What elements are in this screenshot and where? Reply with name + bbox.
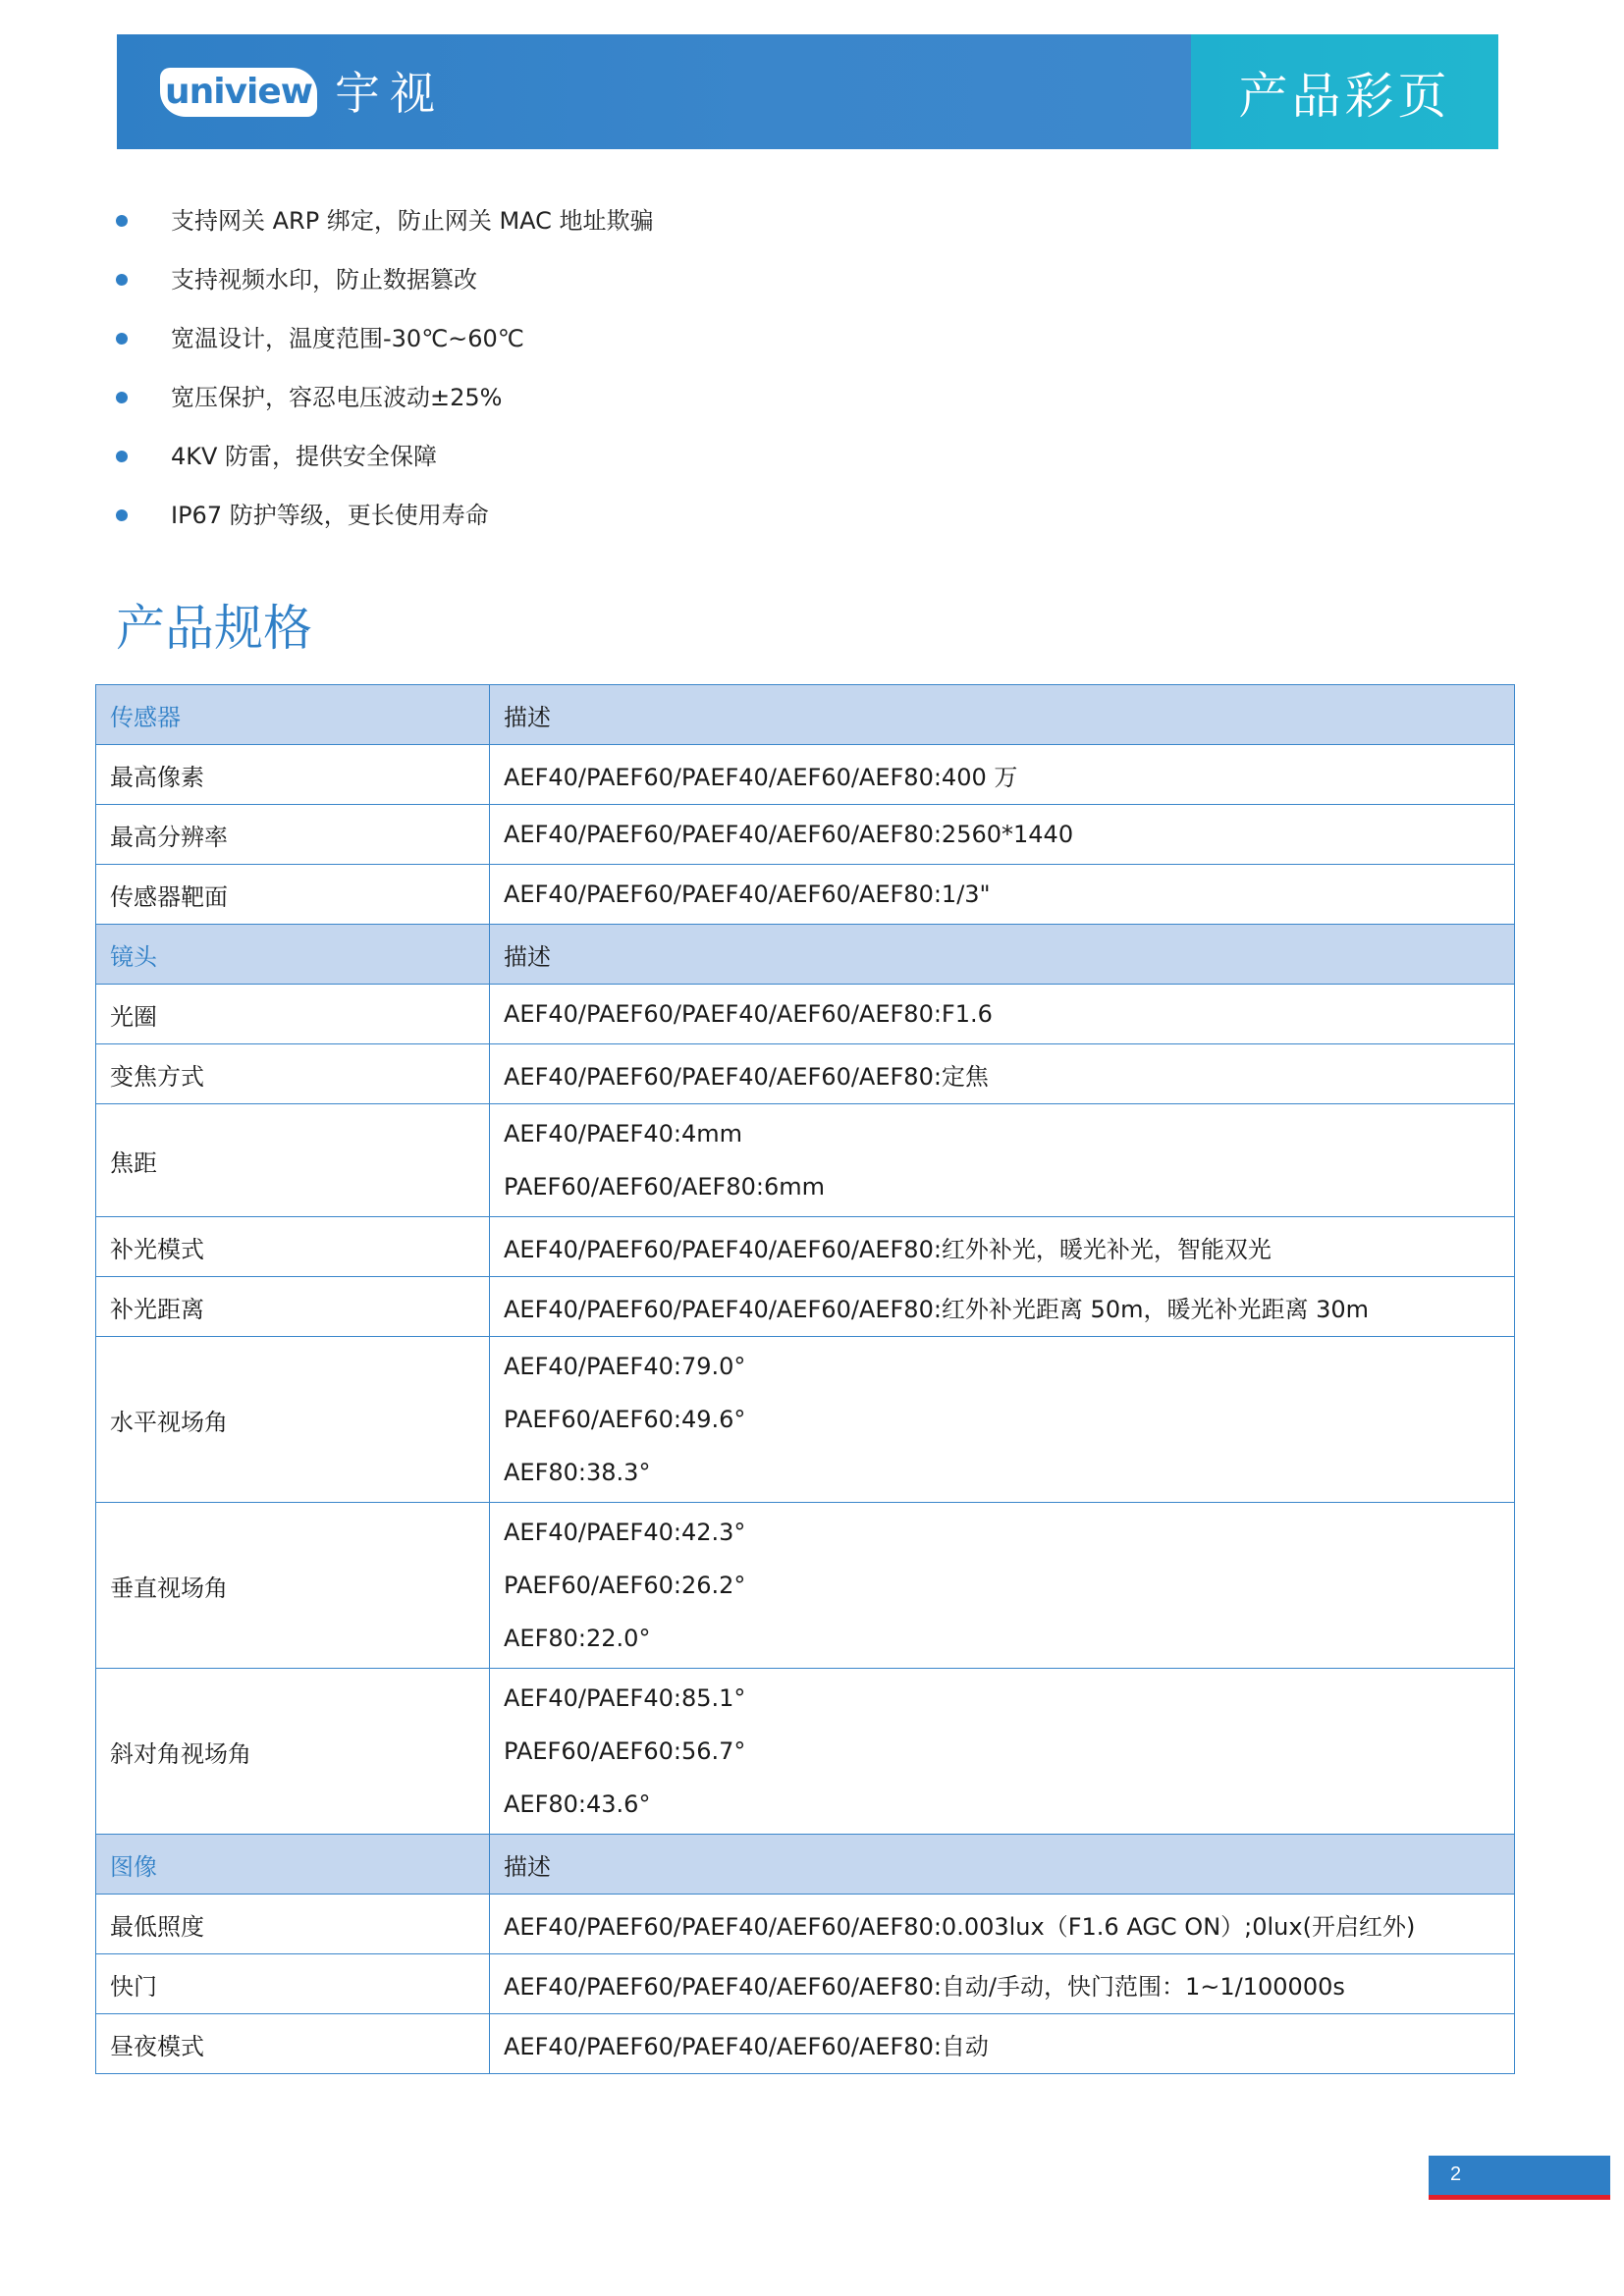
uniview-logo (160, 68, 317, 117)
spec-row (96, 1954, 1515, 2014)
group-desc-label: 描述 (490, 925, 1515, 985)
spec-value: AEF40/PAEF60/PAEF40/AEF60/AEF80:F1.6 (490, 985, 1515, 1044)
group-title: 图像 (96, 1835, 490, 1895)
spec-value-line: AEF80:43.6° (504, 1790, 651, 1818)
spec-key: 补光模式 (96, 1217, 490, 1277)
spec-value: AEF40/PAEF60/PAEF40/AEF60/AEF80:定焦 (490, 1044, 1515, 1104)
spec-key: 焦距 (96, 1104, 490, 1217)
spec-group-header (96, 685, 1515, 745)
feature-text: 宽压保护，容忍电压波动±25% (171, 383, 503, 411)
spec-key: 水平视场角 (96, 1337, 490, 1503)
feature-item (116, 424, 654, 483)
spec-key: 光圈 (96, 985, 490, 1044)
feature-item (116, 483, 654, 542)
spec-row (96, 1217, 1515, 1277)
spec-row (96, 1337, 1515, 1503)
spec-value (490, 1104, 1515, 1217)
feature-item (116, 365, 654, 424)
spec-row (96, 1895, 1515, 1954)
brand-chinese-name: 宇视 (335, 67, 445, 120)
group-desc-label: 描述 (490, 685, 1515, 745)
spec-row (96, 1669, 1515, 1835)
spec-value: AEF40/PAEF60/PAEF40/AEF60/AEF80:红外补光距离 50m，暖光补光距离 30m (490, 1277, 1515, 1337)
spec-value: AEF40/PAEF60/PAEF40/AEF60/AEF80:0.003lux（F1.6 AGC ON）;0lux(开启红外) (490, 1895, 1515, 1954)
spec-value-line: AEF40/PAEF40:42.3° (504, 1519, 746, 1546)
spec-row (96, 1044, 1515, 1104)
bullet-icon (116, 392, 128, 403)
spec-value: AEF40/PAEF60/PAEF40/AEF60/AEF80:2560*1440 (490, 805, 1515, 865)
spec-key: 垂直视场角 (96, 1503, 490, 1669)
page-header (117, 34, 1498, 149)
feature-text: 宽温设计，温度范围-30℃~60℃ (171, 324, 524, 352)
bullet-icon (116, 333, 128, 345)
spec-value-line: PAEF60/AEF60/AEF80:6mm (504, 1173, 825, 1201)
feature-list (116, 188, 654, 542)
spec-value-line: PAEF60/AEF60:49.6° (504, 1406, 746, 1433)
spec-key: 补光距离 (96, 1277, 490, 1337)
spec-value-line: PAEF60/AEF60:56.7° (504, 1737, 746, 1765)
group-title: 镜头 (96, 925, 490, 985)
spec-value (490, 1669, 1515, 1835)
feature-item (116, 188, 654, 247)
spec-row (96, 985, 1515, 1044)
spec-value-line: AEF40/PAEF40:79.0° (504, 1353, 746, 1380)
bullet-icon (116, 451, 128, 462)
doc-type-label: 产品彩页 (1238, 67, 1451, 125)
page-number-underline (1429, 2195, 1610, 2200)
spec-table (95, 684, 1515, 2074)
spec-group-header (96, 1835, 1515, 1895)
bullet-icon (116, 215, 128, 227)
spec-value-line: AEF80:22.0° (504, 1625, 651, 1652)
spec-key: 最低照度 (96, 1895, 490, 1954)
spec-key: 变焦方式 (96, 1044, 490, 1104)
spec-row (96, 1503, 1515, 1669)
header-doc-type-band (1191, 34, 1498, 149)
spec-value-line: AEF40/PAEF40:4mm (504, 1120, 742, 1148)
spec-key: 最高分辨率 (96, 805, 490, 865)
feature-text: 支持网关 ARP 绑定，防止网关 MAC 地址欺骗 (171, 206, 654, 235)
spec-row (96, 1277, 1515, 1337)
bullet-icon (116, 274, 128, 286)
page-number: 2 (1429, 2156, 1610, 2195)
spec-row (96, 745, 1515, 805)
feature-text: IP67 防护等级，更长使用寿命 (171, 501, 489, 529)
spec-row (96, 2014, 1515, 2074)
spec-value: AEF40/PAEF60/PAEF40/AEF60/AEF80:1/3" (490, 865, 1515, 925)
spec-key: 快门 (96, 1954, 490, 2014)
feature-text: 4KV 防雷，提供安全保障 (171, 442, 438, 470)
feature-item (116, 306, 654, 365)
bullet-icon (116, 509, 128, 521)
feature-text: 支持视频水印，防止数据篡改 (171, 265, 477, 294)
logo-text: uniview (164, 72, 313, 112)
spec-value (490, 1337, 1515, 1503)
spec-value-line: PAEF60/AEF60:26.2° (504, 1572, 746, 1599)
spec-key: 最高像素 (96, 745, 490, 805)
spec-key: 斜对角视场角 (96, 1669, 490, 1835)
spec-value-line: AEF40/PAEF40:85.1° (504, 1684, 746, 1712)
feature-item (116, 247, 654, 306)
group-desc-label: 描述 (490, 1835, 1515, 1895)
header-brand-band (117, 34, 1191, 149)
spec-value: AEF40/PAEF60/PAEF40/AEF60/AEF80:自动/手动，快门范围：1~1/100000s (490, 1954, 1515, 2014)
spec-key: 传感器靶面 (96, 865, 490, 925)
spec-value: AEF40/PAEF60/PAEF40/AEF60/AEF80:400 万 (490, 745, 1515, 805)
spec-group-header (96, 925, 1515, 985)
spec-value: AEF40/PAEF60/PAEF40/AEF60/AEF80:红外补光，暖光补光，智能双光 (490, 1217, 1515, 1277)
section-title: 产品规格 (116, 600, 312, 657)
spec-key: 昼夜模式 (96, 2014, 490, 2074)
spec-row (96, 865, 1515, 925)
spec-value-line: AEF80:38.3° (504, 1459, 651, 1486)
spec-row (96, 805, 1515, 865)
spec-value: AEF40/PAEF60/PAEF40/AEF60/AEF80:自动 (490, 2014, 1515, 2074)
group-title: 传感器 (96, 685, 490, 745)
spec-value (490, 1503, 1515, 1669)
spec-row (96, 1104, 1515, 1217)
